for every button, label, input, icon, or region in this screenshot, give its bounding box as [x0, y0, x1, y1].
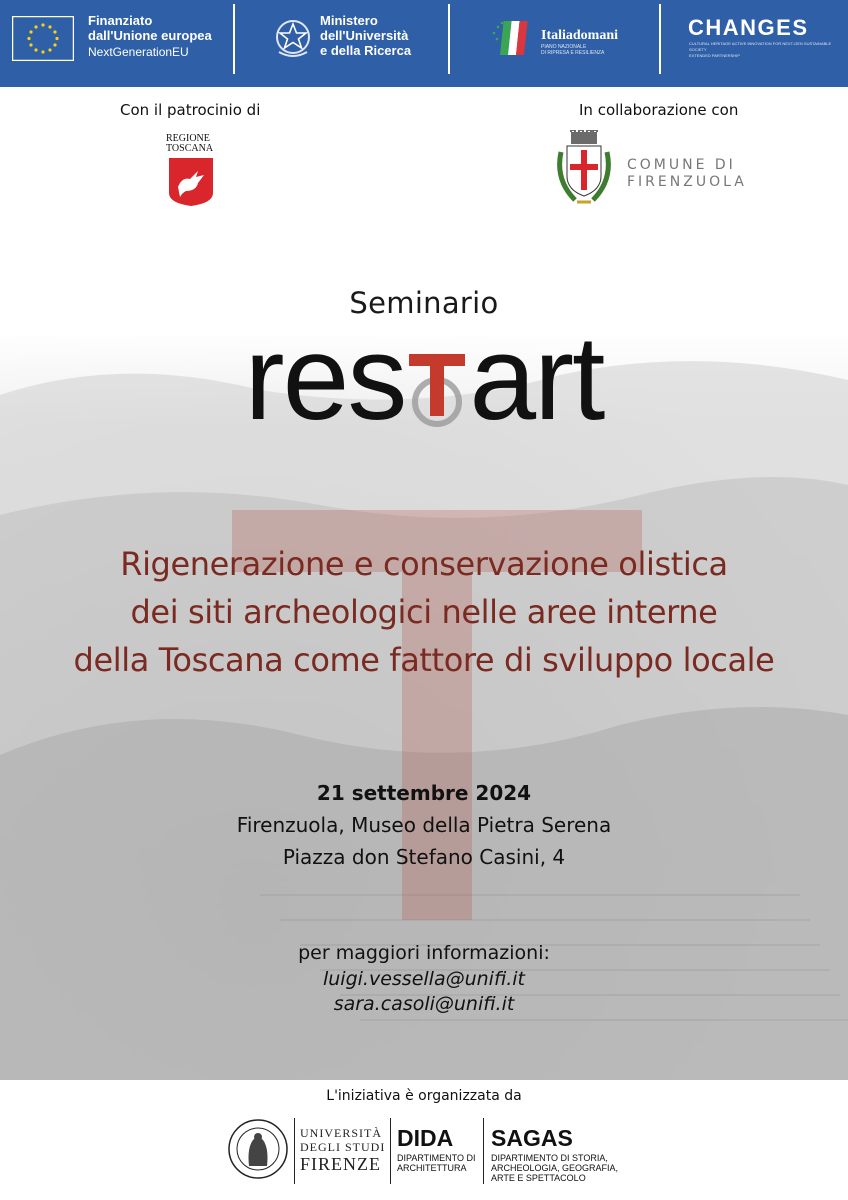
sagas-line-3: ARTE E SPETTACOLO [491, 1173, 586, 1183]
event-venue: Firenzuola, Museo della Pietra Serena [236, 813, 612, 837]
event-subtitle [0, 540, 848, 684]
banner-divider [659, 4, 661, 74]
italia-domani-caption-line-2: DI RIPRESA E RESILIENZA [541, 50, 605, 56]
organized-by-label: L'iniziativa è organizzata da [326, 1088, 522, 1104]
subtitle-line-1: Rigenerazione e conservazione olistica [120, 545, 728, 583]
eu-line-1: Finanziato [88, 13, 153, 28]
banner-divider [233, 4, 235, 74]
restart-logo-part-2: art [469, 311, 604, 445]
changes-caption [689, 41, 839, 59]
email-link[interactable]: sara.casoli@unifi.it [333, 993, 515, 1015]
event-address: Piazza don Stefano Casini, 4 [282, 845, 566, 869]
eu-line-3: NextGenerationEU [88, 45, 189, 59]
regione-toscana-logo [166, 134, 218, 154]
restart-t-mark-icon [405, 318, 469, 438]
top-banner [0, 0, 848, 87]
ministry-line-1: Ministero [320, 13, 378, 28]
dida-line-1: DIPARTIMENTO DI [397, 1153, 476, 1163]
event-kind: Seminario [349, 286, 499, 320]
unifi-line-3: FIRENZE [300, 1154, 381, 1174]
footer-divider [483, 1118, 484, 1184]
unifi-line-1: UNIVERSITÀ [300, 1126, 382, 1140]
restart-logo-part-1: res [244, 311, 406, 445]
subtitle-line-2: dei siti archeologici nelle aree interne [130, 593, 718, 631]
italia-domani-name: Italiadomani [541, 28, 619, 43]
subtitle-line-3: della Toscana come fattore di sviluppo locale [73, 641, 775, 679]
italia-domani-logo-icon [490, 17, 536, 57]
ministry-line-3: e della Ricerca [320, 43, 412, 58]
italia-domani-caption [541, 44, 604, 56]
sagas-name: SAGAS [491, 1125, 573, 1151]
unifi-name [300, 1126, 385, 1174]
comune-name [627, 157, 747, 191]
dida-logo [397, 1126, 476, 1173]
dida-line-2: ARCHITETTURA [397, 1163, 467, 1173]
ministry-line-2: dell'Università [320, 28, 409, 43]
email-link[interactable]: luigi.vessella@unifi.it [322, 968, 525, 990]
unifi-line-2: DEGLI STUDI [300, 1140, 386, 1154]
patronage-label: Con il patrocinio di [120, 101, 261, 119]
event-date: 21 settembre 2024 [316, 781, 532, 805]
comune-line-1: COMUNE DI [627, 157, 736, 173]
sagas-line-1: DIPARTIMENTO DI STORIA, [491, 1153, 608, 1163]
dida-name: DIDA [397, 1125, 454, 1151]
italia-domani-caption-line-1: PIANO NAZIONALE [541, 44, 587, 50]
italian-republic-emblem-icon [273, 16, 313, 60]
eu-flag-icon [12, 16, 74, 61]
footer-divider [390, 1118, 391, 1184]
info-label: per maggiori informazioni: [298, 942, 550, 964]
regione-line-1: REGIONE [166, 133, 210, 144]
sagas-logo [491, 1126, 618, 1183]
changes-caption-line-1: CULTURAL HERITAGE ACTIVE INNOVATION FOR NEXT-GEN SUSTAINABLE SOCIETY [689, 41, 832, 52]
eu-funding-text [88, 13, 212, 60]
regione-line-2: TOSCANA [166, 143, 214, 154]
collaboration-label: In collaborazione con [579, 101, 739, 119]
banner-divider [448, 4, 450, 74]
restart-logo [0, 311, 848, 445]
firenzuola-coat-of-arms-icon [553, 130, 615, 210]
footer-divider [294, 1118, 295, 1184]
sagas-line-2: ARCHEOLOGIA, GEOGRAFIA, [491, 1163, 619, 1173]
ministry-text [320, 13, 411, 58]
unifi-seal-icon [227, 1118, 289, 1180]
changes-caption-line-2: EXTENDED PARTNERSHIP [689, 53, 740, 58]
pegasus-shield-icon [168, 157, 214, 207]
comune-line-2: FIRENZUOLA [627, 174, 747, 190]
changes-logo-text: CHANGES [688, 15, 809, 40]
eu-line-2: dall'Unione europea [88, 28, 212, 43]
